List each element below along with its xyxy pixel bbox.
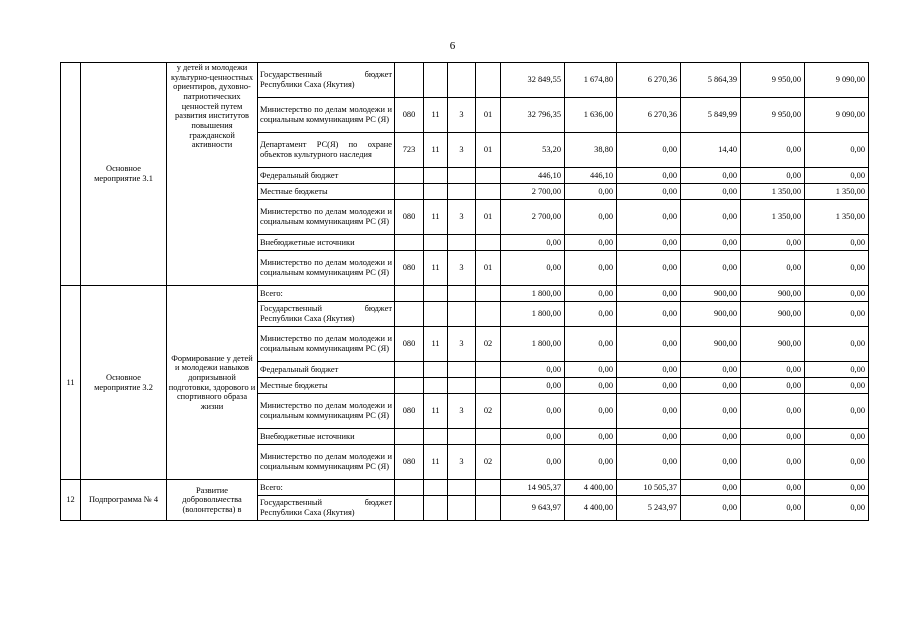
value-year-1: 0,00 — [565, 251, 617, 286]
funding-source: Министерство по делам молодежи и социальным коммуникациям РС (Я) — [258, 251, 395, 286]
value-year-4: 0,00 — [741, 362, 805, 378]
value-year-4: 0,00 — [741, 394, 805, 429]
code-gp: 080 — [395, 200, 424, 235]
code-sp: 11 — [424, 394, 448, 429]
code-om: 3 — [448, 133, 476, 168]
value-year-4: 900,00 — [741, 302, 805, 327]
code-om — [448, 286, 476, 302]
code-m — [476, 302, 501, 327]
value-year-5: 0,00 — [805, 445, 869, 480]
value-total: 0,00 — [501, 429, 565, 445]
code-sp — [424, 235, 448, 251]
funding-source: Министерство по делам молодежи и социальным коммуникациям РС (Я) — [258, 200, 395, 235]
code-m — [476, 378, 501, 394]
funding-source: Министерство по делам молодежи и социальным коммуникациям РС (Я) — [258, 98, 395, 133]
value-year-2: 6 270,36 — [617, 98, 681, 133]
value-year-5: 0,00 — [805, 496, 869, 521]
value-year-3: 0,00 — [681, 362, 741, 378]
value-year-1: 0,00 — [565, 445, 617, 480]
code-m — [476, 235, 501, 251]
code-gp — [395, 362, 424, 378]
value-year-5: 0,00 — [805, 429, 869, 445]
code-om — [448, 168, 476, 184]
value-year-5: 0,00 — [805, 327, 869, 362]
row-index — [61, 63, 81, 286]
value-year-1: 1 636,00 — [565, 98, 617, 133]
value-year-1: 446,10 — [565, 168, 617, 184]
value-year-1: 0,00 — [565, 362, 617, 378]
value-year-4: 0,00 — [741, 235, 805, 251]
code-om — [448, 184, 476, 200]
value-year-2: 10 505,37 — [617, 480, 681, 496]
funding-source: Местные бюджеты — [258, 378, 395, 394]
value-year-1: 0,00 — [565, 302, 617, 327]
value-year-4: 0,00 — [741, 168, 805, 184]
funding-source: Министерство по делам молодежи и социальным коммуникациям РС (Я) — [258, 327, 395, 362]
measure-name: Основное мероприятие 3.1 — [81, 63, 167, 286]
value-year-3: 900,00 — [681, 327, 741, 362]
value-year-3: 900,00 — [681, 286, 741, 302]
funding-source: Департамент РС(Я) по охране объектов культурного наследия — [258, 133, 395, 168]
value-year-4: 0,00 — [741, 133, 805, 168]
value-total: 0,00 — [501, 235, 565, 251]
value-year-2: 0,00 — [617, 251, 681, 286]
code-m — [476, 168, 501, 184]
code-m — [476, 429, 501, 445]
value-year-3: 0,00 — [681, 429, 741, 445]
funding-source: Всего: — [258, 480, 395, 496]
value-year-5: 0,00 — [805, 235, 869, 251]
table-row — [61, 63, 869, 98]
code-sp — [424, 168, 448, 184]
code-sp — [424, 378, 448, 394]
value-year-4: 9 950,00 — [741, 98, 805, 133]
code-m: 01 — [476, 98, 501, 133]
code-m: 01 — [476, 251, 501, 286]
value-year-5: 0,00 — [805, 394, 869, 429]
value-year-3: 0,00 — [681, 445, 741, 480]
code-gp — [395, 496, 424, 521]
funding-source: Федеральный бюджет — [258, 168, 395, 184]
value-year-4: 0,00 — [741, 496, 805, 521]
value-year-2: 0,00 — [617, 378, 681, 394]
value-total: 32 849,55 — [501, 63, 565, 98]
code-gp: 080 — [395, 445, 424, 480]
value-year-2: 0,00 — [617, 133, 681, 168]
value-year-5: 0,00 — [805, 362, 869, 378]
funding-source: Федеральный бюджет — [258, 362, 395, 378]
code-sp — [424, 286, 448, 302]
value-year-5: 0,00 — [805, 251, 869, 286]
value-year-1: 0,00 — [565, 235, 617, 251]
measure-name: Подпрограмма № 4 — [81, 480, 167, 521]
value-total: 0,00 — [501, 394, 565, 429]
value-year-4: 0,00 — [741, 251, 805, 286]
code-gp: 080 — [395, 394, 424, 429]
funding-source: Всего: — [258, 286, 395, 302]
value-year-3: 0,00 — [681, 184, 741, 200]
code-m: 02 — [476, 394, 501, 429]
value-total: 0,00 — [501, 251, 565, 286]
code-gp: 080 — [395, 251, 424, 286]
value-year-1: 0,00 — [565, 429, 617, 445]
row-index: 11 — [61, 286, 81, 480]
code-gp — [395, 302, 424, 327]
measure-name: Основное мероприятие 3.2 — [81, 286, 167, 480]
code-gp — [395, 429, 424, 445]
code-om: 3 — [448, 394, 476, 429]
value-year-3: 0,00 — [681, 496, 741, 521]
value-year-2: 5 243,97 — [617, 496, 681, 521]
value-year-5: 1 350,00 — [805, 200, 869, 235]
value-total: 1 800,00 — [501, 302, 565, 327]
value-year-2: 0,00 — [617, 302, 681, 327]
code-om: 3 — [448, 251, 476, 286]
code-om — [448, 429, 476, 445]
code-sp: 11 — [424, 251, 448, 286]
funding-source: Государственный бюджет Республики Саха (Якутия) — [258, 496, 395, 521]
code-om — [448, 63, 476, 98]
code-sp: 11 — [424, 98, 448, 133]
value-year-2: 0,00 — [617, 362, 681, 378]
value-year-1: 0,00 — [565, 200, 617, 235]
value-year-3: 0,00 — [681, 235, 741, 251]
value-year-2: 0,00 — [617, 327, 681, 362]
code-om — [448, 496, 476, 521]
value-total: 0,00 — [501, 378, 565, 394]
value-year-5: 0,00 — [805, 302, 869, 327]
value-year-5: 1 350,00 — [805, 184, 869, 200]
value-year-2: 0,00 — [617, 200, 681, 235]
code-om — [448, 378, 476, 394]
value-total: 14 905,37 — [501, 480, 565, 496]
table-row — [61, 286, 869, 302]
code-om: 3 — [448, 445, 476, 480]
code-om — [448, 362, 476, 378]
funding-source: Внебюджетные источники — [258, 429, 395, 445]
code-m — [476, 480, 501, 496]
row-index: 12 — [61, 480, 81, 521]
value-year-4: 0,00 — [741, 429, 805, 445]
value-year-2: 0,00 — [617, 445, 681, 480]
code-m — [476, 63, 501, 98]
value-total: 1 800,00 — [501, 327, 565, 362]
value-total: 53,20 — [501, 133, 565, 168]
value-year-4: 0,00 — [741, 480, 805, 496]
code-gp — [395, 168, 424, 184]
measure-description: Формирование у детей и молодежи навыков допризывной подготовки, здорового и спортивного образа жизни — [167, 286, 258, 480]
value-year-4: 9 950,00 — [741, 63, 805, 98]
value-year-1: 0,00 — [565, 286, 617, 302]
value-year-1: 0,00 — [565, 394, 617, 429]
value-year-2: 6 270,36 — [617, 63, 681, 98]
code-gp — [395, 184, 424, 200]
table-row — [61, 480, 869, 496]
code-sp — [424, 302, 448, 327]
value-total: 1 800,00 — [501, 286, 565, 302]
value-year-5: 0,00 — [805, 133, 869, 168]
code-gp — [395, 480, 424, 496]
value-year-1: 0,00 — [565, 184, 617, 200]
funding-source: Внебюджетные источники — [258, 235, 395, 251]
value-total: 2 700,00 — [501, 200, 565, 235]
value-total: 0,00 — [501, 362, 565, 378]
value-year-3: 5 864,39 — [681, 63, 741, 98]
code-sp — [424, 496, 448, 521]
value-total: 32 796,35 — [501, 98, 565, 133]
code-m: 01 — [476, 200, 501, 235]
value-year-5: 0,00 — [805, 168, 869, 184]
code-m — [476, 184, 501, 200]
code-gp — [395, 235, 424, 251]
code-m — [476, 362, 501, 378]
code-sp — [424, 184, 448, 200]
code-gp — [395, 63, 424, 98]
value-year-5: 9 090,00 — [805, 98, 869, 133]
value-total: 2 700,00 — [501, 184, 565, 200]
code-sp — [424, 362, 448, 378]
code-om: 3 — [448, 200, 476, 235]
code-sp: 11 — [424, 445, 448, 480]
value-total: 446,10 — [501, 168, 565, 184]
code-om — [448, 235, 476, 251]
value-year-2: 0,00 — [617, 286, 681, 302]
funding-source: Государственный бюджет Республики Саха (Якутия) — [258, 302, 395, 327]
value-year-5: 0,00 — [805, 480, 869, 496]
value-year-2: 0,00 — [617, 184, 681, 200]
value-year-4: 900,00 — [741, 327, 805, 362]
code-gp — [395, 286, 424, 302]
code-m: 02 — [476, 445, 501, 480]
code-m — [476, 496, 501, 521]
value-year-2: 0,00 — [617, 429, 681, 445]
measure-description: у детей и молодежи культурно-ценностных ориентиров, духовно-патриотических ценностей путем развития институтов повышения гражданской активности — [167, 63, 258, 286]
funding-source: Министерство по делам молодежи и социальным коммуникациям РС (Я) — [258, 394, 395, 429]
value-year-3: 900,00 — [681, 302, 741, 327]
value-year-1: 38,80 — [565, 133, 617, 168]
measure-description: Развитие добровольчества (волонтерства) в — [167, 480, 258, 521]
code-sp: 11 — [424, 133, 448, 168]
code-om — [448, 480, 476, 496]
funding-source: Местные бюджеты — [258, 184, 395, 200]
code-om — [448, 302, 476, 327]
value-year-4: 1 350,00 — [741, 184, 805, 200]
value-year-2: 0,00 — [617, 168, 681, 184]
funding-source: Министерство по делам молодежи и социальным коммуникациям РС (Я) — [258, 445, 395, 480]
code-sp — [424, 63, 448, 98]
value-year-3: 0,00 — [681, 378, 741, 394]
code-m — [476, 286, 501, 302]
value-year-1: 1 674,80 — [565, 63, 617, 98]
value-year-2: 0,00 — [617, 235, 681, 251]
code-m: 02 — [476, 327, 501, 362]
value-year-4: 0,00 — [741, 378, 805, 394]
value-year-4: 1 350,00 — [741, 200, 805, 235]
value-year-1: 4 400,00 — [565, 480, 617, 496]
code-sp: 11 — [424, 327, 448, 362]
budget-table — [60, 62, 869, 521]
value-year-3: 0,00 — [681, 480, 741, 496]
code-om: 3 — [448, 327, 476, 362]
code-gp: 080 — [395, 98, 424, 133]
value-total: 0,00 — [501, 445, 565, 480]
value-year-5: 0,00 — [805, 378, 869, 394]
code-gp: 723 — [395, 133, 424, 168]
value-year-3: 0,00 — [681, 168, 741, 184]
value-year-1: 4 400,00 — [565, 496, 617, 521]
value-year-2: 0,00 — [617, 394, 681, 429]
code-sp — [424, 429, 448, 445]
value-year-1: 0,00 — [565, 327, 617, 362]
value-year-3: 5 849,99 — [681, 98, 741, 133]
funding-source: Государственный бюджет Республики Саха (Якутия) — [258, 63, 395, 98]
code-sp — [424, 480, 448, 496]
value-year-1: 0,00 — [565, 378, 617, 394]
code-om: 3 — [448, 98, 476, 133]
code-sp: 11 — [424, 200, 448, 235]
code-gp: 080 — [395, 327, 424, 362]
value-total: 9 643,97 — [501, 496, 565, 521]
code-m: 01 — [476, 133, 501, 168]
value-year-4: 0,00 — [741, 445, 805, 480]
code-gp — [395, 378, 424, 394]
value-year-3: 0,00 — [681, 394, 741, 429]
value-year-3: 0,00 — [681, 251, 741, 286]
value-year-3: 14,40 — [681, 133, 741, 168]
value-year-5: 9 090,00 — [805, 63, 869, 98]
value-year-4: 900,00 — [741, 286, 805, 302]
page-number: 6 — [449, 40, 456, 52]
value-year-3: 0,00 — [681, 200, 741, 235]
value-year-5: 0,00 — [805, 286, 869, 302]
